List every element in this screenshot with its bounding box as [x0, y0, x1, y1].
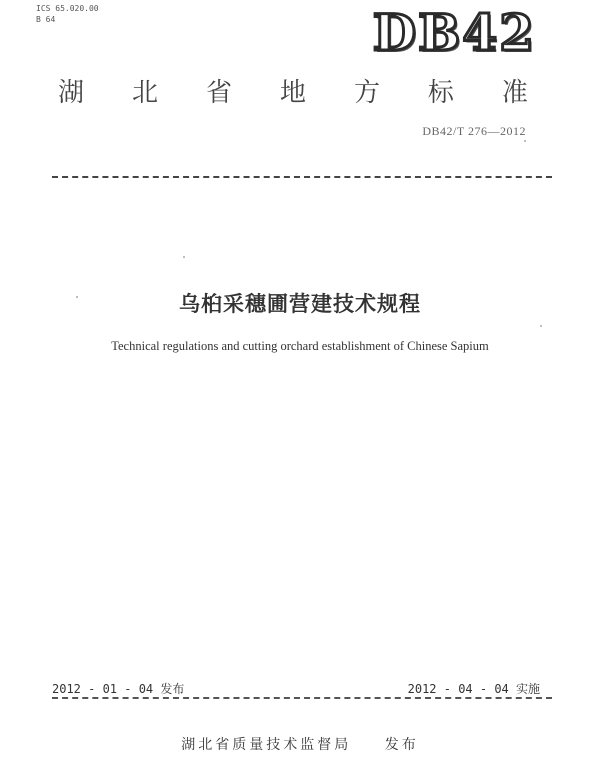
footer-divider [52, 697, 552, 699]
db42-logo: DB42 [372, 3, 536, 62]
scan-speck [76, 296, 78, 298]
document-title-chinese: 乌桕采穗圃营建技术规程 [179, 292, 421, 316]
publisher-line [0, 734, 600, 754]
classification-code: B 64 [36, 15, 56, 24]
standard-type-char: 准 [501, 78, 528, 108]
standard-code: DB42/T 276—2012 [422, 124, 526, 138]
standard-type-char: 方 [353, 78, 380, 108]
dates-row [52, 680, 552, 696]
document-title-english: Technical regulations and cutting orchard establishment of Chinese Sapium [111, 339, 489, 353]
header-divider [52, 176, 552, 178]
standard-type-char: 省 [205, 78, 232, 108]
standard-type-heading [58, 78, 528, 108]
scan-speck [540, 325, 542, 327]
scan-speck [524, 140, 526, 142]
issue-date: 2012 - 01 - 04 发布 [52, 682, 185, 696]
publish-action: 发布 [384, 737, 419, 753]
scan-speck [183, 256, 185, 258]
standard-type-char: 地 [279, 78, 306, 108]
ics-block [36, 3, 99, 25]
ics-code: ICS 65.020.00 [36, 4, 99, 13]
standard-type-char: 标 [427, 78, 454, 108]
implementation-date: 2012 - 04 - 04 实施 [407, 682, 540, 696]
standard-type-char: 湖 [58, 78, 85, 108]
standard-type-char: 北 [131, 78, 158, 108]
publisher-name: 湖北省质量技术监督局 [181, 737, 352, 753]
